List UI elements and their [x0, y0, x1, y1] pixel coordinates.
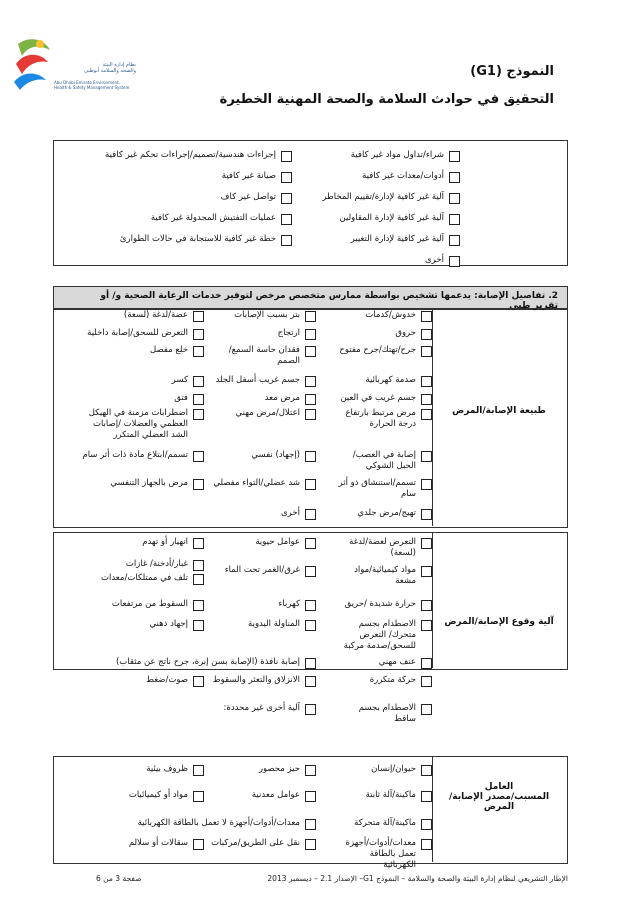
agent-0-2-checkbox[interactable]: [193, 765, 204, 776]
agent-0-0-checkbox[interactable]: [421, 765, 432, 776]
nature-7-0-checkbox[interactable]: [421, 479, 432, 490]
agent-0-0-label: حيوان/إنسان: [371, 764, 416, 774]
nature-6-1-checkbox[interactable]: [305, 451, 316, 462]
mechanism-1-0-label: مواد كيميائية/مواد مشعة: [354, 565, 416, 586]
nature-7-2-checkbox[interactable]: [193, 479, 204, 490]
nature-5-0-checkbox[interactable]: [421, 409, 432, 420]
nature-7-0-label: تسمم/استنشاق ذو أثر سام: [338, 478, 416, 499]
nature-6-2-checkbox[interactable]: [193, 451, 204, 462]
agent-2-1-checkbox[interactable]: [305, 819, 316, 830]
mechanism-2-1-label: كهرباء: [278, 599, 300, 609]
agent-3-1-checkbox[interactable]: [305, 839, 316, 850]
nature-1-1-label: ارتجاج: [277, 328, 300, 338]
agent-1-0-label: ماكينة/آلة ثابتة: [365, 790, 416, 800]
agent-0-2-label: ظروف بيئية: [146, 764, 188, 774]
agent-1-2-checkbox[interactable]: [193, 791, 204, 802]
section1-left-2-label: تواصل غير كاف: [220, 192, 276, 202]
nature-5-0-label: مرض مرتبط بارتفاع درجة الحرارة: [345, 408, 416, 429]
nature-2-2-checkbox[interactable]: [193, 346, 204, 357]
nature-5-1-label: اعتلال/مرض مهني: [235, 408, 300, 418]
nature-6-0-checkbox[interactable]: [421, 451, 432, 462]
nature-0-0-label: خدوش/كدمات: [365, 310, 416, 320]
mechanism-1-2-label: غبار/أدخنة/ غازات: [125, 559, 188, 569]
section1-left-1-checkbox[interactable]: [281, 172, 292, 183]
mechanism-6-0-checkbox[interactable]: [421, 704, 432, 715]
mechanism-5-2-checkbox[interactable]: [193, 676, 204, 687]
nature-0-2-checkbox[interactable]: [193, 311, 204, 322]
mechanism-1-1-label: غرق/الغمر تحت الماء: [224, 565, 300, 575]
mechanism-5-0-checkbox[interactable]: [421, 676, 432, 687]
page-title: التحقيق في حوادث السلامة والصحة المهنية الخطيرة: [219, 92, 554, 107]
mechanism-4-1-label: إصابة نافذة (الإصابة بسن إبرة، جرح ناتج عن مثقاب): [115, 657, 300, 667]
mechanism-5-0-label: حركة متكررة: [369, 675, 416, 685]
nature-2-1-label: فقدان حاسة السمع/الصمم: [228, 345, 300, 366]
agent-2-0-label: ماكينة/آلة متحركة: [354, 818, 416, 828]
nature-0-0-checkbox[interactable]: [421, 311, 432, 322]
section1-left-1-label: صيانة غير كافية: [221, 171, 276, 181]
nature-4-1-label: مرض معد: [264, 393, 300, 403]
agent-row-label-1: العامل: [484, 782, 514, 792]
logo-emblem-icon: [10, 34, 58, 94]
nature-3-0-checkbox[interactable]: [421, 376, 432, 387]
form-code: النموذج (G1): [470, 64, 554, 79]
section1-right-5-checkbox[interactable]: [449, 256, 460, 267]
agent-2-1-label: معدات/أدوات/أجهزة لا تعمل بالطاقة الكهربائية: [137, 818, 300, 828]
nature-3-2-checkbox[interactable]: [193, 376, 204, 387]
nature-2-0-checkbox[interactable]: [421, 346, 432, 357]
nature-6-2-label: تسمم/ابتلاع مادة ذات أثر سام: [82, 450, 188, 460]
mechanism-6-1-label: آلية أخرى غير محددة:: [223, 703, 300, 713]
logo-line-1: نظام إدارة البيئة: [102, 62, 136, 68]
section1-right-3-label: آلية غير كافية لإدارة المقاولين: [339, 213, 444, 223]
logo: [10, 34, 138, 120]
mechanism-2-2-checkbox[interactable]: [193, 600, 204, 611]
footer-doc-info: الإطار التشريعي لنظام إدارة البيئة والصحة والسلامة – النموذج G1– الإصدار 2.1 – ديسمبر 2013: [267, 874, 568, 883]
nature-6-1-label: (إجهاد) نفسي: [251, 450, 300, 460]
mechanism-0-0-label: التعرض لعضة/لدغة (لسعة): [349, 537, 416, 558]
logo-line-2: والصحة والسلامة أبوظبي: [84, 68, 136, 74]
nature-2-0-label: جرح/تهتك/جرح مفتوح: [339, 345, 416, 355]
mechanism-1-0-checkbox[interactable]: [421, 566, 432, 577]
mechanism-2-0-checkbox[interactable]: [421, 600, 432, 611]
mechanism-2-2-label: السقوط من مرتفعات: [111, 599, 188, 609]
nature-2-1-checkbox[interactable]: [305, 346, 316, 357]
mechanism-1-3-label: تلف في ممتلكات/معدات: [100, 573, 188, 583]
nature-8-1-label: أخرى: [281, 508, 300, 518]
mechanism-1-3-checkbox[interactable]: [193, 574, 204, 585]
mechanism-0-0-checkbox[interactable]: [421, 538, 432, 549]
section1-right-1-label: أدوات/معدات غير كافية: [362, 171, 444, 181]
nature-6-0-label: إصابة في العصب/الحبل الشوكي: [352, 450, 416, 471]
mechanism-6-1-checkbox[interactable]: [305, 704, 316, 715]
agent-3-2-label: سقالات أو سلالم: [128, 838, 188, 848]
footer-page: صفحة 3 من 6: [96, 874, 142, 883]
mechanism-0-1-checkbox[interactable]: [305, 538, 316, 549]
agent-3-2-checkbox[interactable]: [193, 839, 204, 850]
mechanism-row-label: آلية وقوع الإصابة/المرض: [444, 617, 554, 627]
section1-left-0-checkbox[interactable]: [281, 151, 292, 162]
nature-3-1-label: جسم غريب أسفل الجلد: [215, 375, 300, 385]
nature-7-1-label: شد عضلي/التواء مفصلي: [213, 478, 300, 488]
nature-7-1-checkbox[interactable]: [305, 479, 316, 490]
nature-4-2-checkbox[interactable]: [193, 394, 204, 405]
agent-3-0-checkbox[interactable]: [421, 839, 432, 850]
agent-row-divider: [432, 756, 433, 862]
section1-left-3-label: عمليات التفتيش المجدولة غير كافية: [150, 213, 276, 223]
agent-1-1-label: عوامل معدنية: [251, 790, 300, 800]
mechanism-0-2-label: انهيار أو تهدم: [142, 537, 188, 547]
nature-5-2-label: اضطرابات مزمنة في الهيكل العظمي والعضلات /إصابات الشد العضلي المتكرر: [88, 408, 188, 440]
mechanism-5-1-label: الانزلاق والتعثر والسقوط: [212, 675, 300, 685]
section1-left-4-checkbox[interactable]: [281, 235, 292, 246]
agent-row-label-2: المسبب/مصدر الإصابة/المرض: [448, 792, 550, 812]
nature-row-divider: [432, 308, 433, 526]
agent-2-0-checkbox[interactable]: [421, 819, 432, 830]
section1-right-4-checkbox[interactable]: [449, 235, 460, 246]
nature-1-0-label: حروق: [395, 328, 416, 338]
mechanism-0-1-label: عوامل حيوية: [255, 537, 300, 547]
mechanism-3-1-checkbox[interactable]: [305, 620, 316, 631]
nature-3-1-checkbox[interactable]: [305, 376, 316, 387]
mechanism-4-0-label: عنف مهني: [378, 657, 416, 667]
mechanism-1-1-checkbox[interactable]: [305, 566, 316, 577]
section1-left-0-label: إجراءات هندسية/تصميم/إجراءات تحكم غير كافية: [105, 150, 276, 160]
nature-8-0-checkbox[interactable]: [421, 509, 432, 520]
logo-line-4: Health & Safety Management System: [54, 85, 130, 90]
nature-4-2-label: فتق: [174, 393, 188, 403]
agent-0-1-label: حيز محصور: [258, 764, 300, 774]
nature-1-0-checkbox[interactable]: [421, 329, 432, 340]
agent-1-1-checkbox[interactable]: [305, 791, 316, 802]
logo-line-3: Abu Dhabi Emirate Environment,: [54, 80, 120, 85]
section1-right-3-checkbox[interactable]: [449, 214, 460, 225]
section1-right-4-label: آلية غير كافية لإدارة التغيير: [350, 234, 444, 244]
nature-8-1-checkbox[interactable]: [305, 509, 316, 520]
nature-row-label: طبيعة الإصابة/المرض: [452, 406, 546, 416]
section1-right-2-checkbox[interactable]: [449, 193, 460, 204]
nature-5-2-checkbox[interactable]: [193, 409, 204, 420]
mechanism-2-1-checkbox[interactable]: [305, 600, 316, 611]
nature-5-1-checkbox[interactable]: [305, 409, 316, 420]
nature-3-0-label: صدمة كهربائية: [365, 375, 416, 385]
section1-right-1-checkbox[interactable]: [449, 172, 460, 183]
nature-0-2-label: عضة/لدغة (لسعة): [123, 310, 188, 320]
agent-3-0-label: معدات/أدوات/أجهزة تعمل بالطاقة الكهربائية: [345, 838, 416, 870]
nature-0-1-checkbox[interactable]: [305, 311, 316, 322]
mechanism-3-2-label: إجهاد ذهني: [149, 619, 188, 629]
agent-0-1-checkbox[interactable]: [305, 765, 316, 776]
mechanism-6-0-label: الاصطدام بجسم ساقط: [358, 703, 416, 724]
mechanism-1-2-checkbox[interactable]: [193, 560, 204, 571]
nature-4-1-checkbox[interactable]: [305, 394, 316, 405]
mechanism-5-2-label: صوت/ضغط: [146, 675, 188, 685]
mechanism-0-2-checkbox[interactable]: [193, 538, 204, 549]
mechanism-3-1-label: المناولة اليدوية: [248, 619, 300, 629]
nature-1-2-label: التعرض للسحق/إصابة داخلية: [87, 328, 188, 338]
section1-right-2-label: آلية غير كافية لإدارة/تقييم المخاطر: [322, 192, 444, 202]
mechanism-3-2-checkbox[interactable]: [193, 620, 204, 631]
agent-1-2-label: مواد أو كيميائيات: [128, 790, 188, 800]
mechanism-2-0-label: حرارة شديدة /حريق: [344, 599, 416, 609]
section1-right-0-label: شراء/تداول مواد غير كافية: [350, 150, 444, 160]
mechanism-4-0-checkbox[interactable]: [421, 658, 432, 669]
section1-left-3-checkbox[interactable]: [281, 214, 292, 225]
nature-8-0-label: تهيج/مرض جلدي: [357, 508, 416, 518]
mechanism-row-divider: [432, 532, 433, 668]
section1-left-4-label: خطة غير كافية للاستجابة في حالات الطوارئ: [119, 234, 276, 244]
mechanism-4-1-checkbox[interactable]: [305, 658, 316, 669]
mechanism-3-0-checkbox[interactable]: [421, 620, 432, 631]
section2-title: تفاصيل الإصابة: يدعمها تشخيص بواسطة ممارس متخصص مرخص لتوفير خدمات الرعاية الصحية و/ أو تقرير طبي: [100, 291, 558, 311]
agent-3-1-label: نقل على الطريق/مركبات: [211, 838, 300, 848]
nature-3-2-label: كسر: [171, 375, 188, 385]
section1-right-5-label: أخرى: [425, 255, 444, 265]
nature-2-2-label: خلع مفصل: [150, 345, 188, 355]
nature-0-1-label: بتر بسبب الإصابات: [234, 310, 300, 320]
nature-7-2-label: مرض بالجهاز التنفسي: [110, 478, 188, 488]
mechanism-3-0-label: الاصطدام بجسم متحرك/ التعرض للسحق/صدمة مركبة: [343, 619, 416, 651]
agent-1-0-checkbox[interactable]: [421, 791, 432, 802]
nature-1-1-checkbox[interactable]: [305, 329, 316, 340]
mechanism-5-1-checkbox[interactable]: [305, 676, 316, 687]
section1-right-0-checkbox[interactable]: [449, 151, 460, 162]
section2-number: 2.: [548, 291, 558, 301]
nature-4-0-checkbox[interactable]: [421, 394, 432, 405]
section1-left-2-checkbox[interactable]: [281, 193, 292, 204]
agent-row-label: [436, 782, 562, 812]
nature-4-0-label: جسم غريب في العين: [340, 393, 416, 403]
nature-1-2-checkbox[interactable]: [193, 329, 204, 340]
